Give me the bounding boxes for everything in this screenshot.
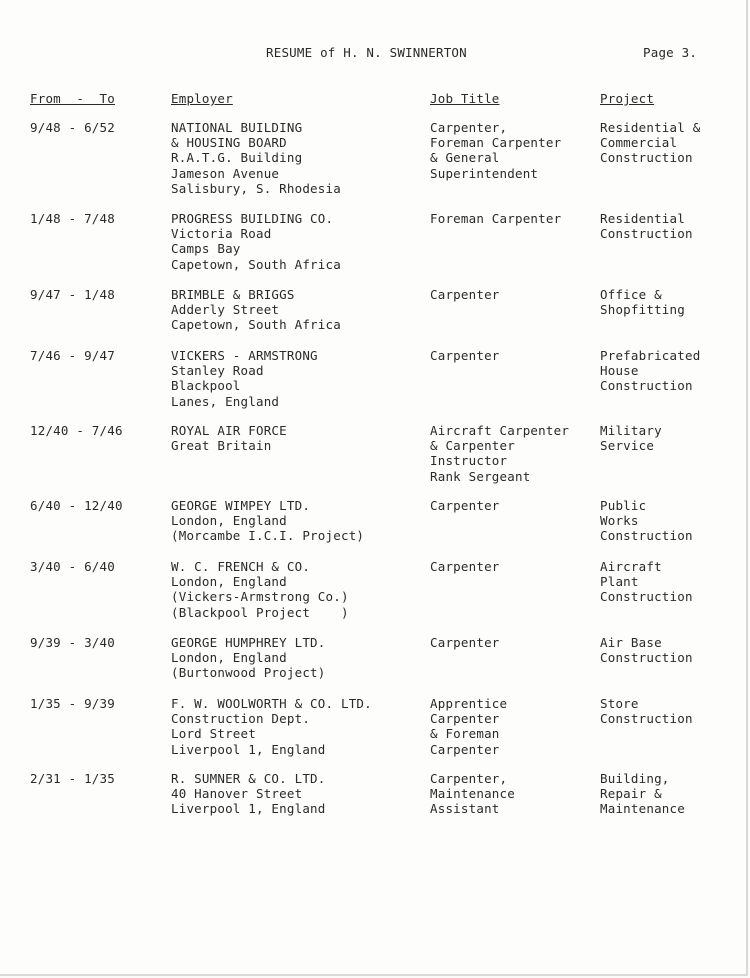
project-line: Repair & [600,786,662,802]
employer-line: NATIONAL BUILDING [171,120,303,135]
job-line: Carpenter, [430,771,508,786]
project-line: Residential [600,211,685,226]
job-line: Carpenter [430,498,500,513]
project-line: Store [600,696,639,711]
employer-line: Lanes, England [171,393,280,409]
employer-line: Blackpool [171,378,241,394]
employer-line: Lord Street [171,726,256,742]
job-line: Instructor [430,453,508,469]
project-cell [600,211,693,241]
project-line: House [600,363,639,379]
page-number: Page 3. [643,45,698,60]
dates-cell: 7/46 - 9/47 [30,348,115,363]
project-line: Construction [600,150,693,166]
employer-line: R. SUMNER & CO. LTD. [171,771,326,786]
employer-cell [171,498,364,544]
job-line: Rank Sergeant [430,468,531,484]
employer-line: Capetown, South Africa [171,256,341,272]
job-line: Apprentice [430,696,508,711]
employer-line: (Morcambe I.C.I. Project) [171,528,365,544]
job-line: Carpenter [430,741,500,757]
project-line: Construction [600,589,693,605]
employer-line: PROGRESS BUILDING CO. [171,211,334,226]
project-line: Maintenance [600,801,685,817]
job-line: Carpenter [430,635,500,650]
project-line: Construction [600,650,693,666]
job-title-cell [430,211,561,226]
employer-cell [171,635,326,681]
project-line: Plant [600,574,639,590]
employer-line: Camps Bay [171,241,241,257]
dates-cell: 9/39 - 3/40 [30,635,115,650]
employer-line: GEORGE WIMPEY LTD. [171,498,311,513]
project-line: Prefabricated [600,348,701,363]
job-line: Aircraft Carpenter [430,423,570,438]
employer-line: (Blackpool Project ) [171,604,349,620]
column-header-project: Project [600,91,655,106]
column-header-job-title: Job Title [430,91,500,106]
job-title-cell [430,635,500,650]
project-line: Building, [600,771,670,786]
job-line: Maintenance [430,786,515,802]
project-cell [600,771,685,817]
job-line: Carpenter [430,559,500,574]
employer-cell [171,696,372,757]
employer-line: ROYAL AIR FORCE [171,423,287,438]
project-line: Construction [600,226,693,242]
job-line: Carpenter, [430,120,508,135]
project-line: Construction [600,378,693,394]
job-line: Carpenter [430,348,500,363]
employer-cell [171,287,341,333]
project-cell [600,635,693,665]
employer-line: 40 Hanover Street [171,786,303,802]
project-line: Air Base [600,635,662,650]
employer-line: Liverpool 1, England [171,801,326,817]
dates-cell: 1/48 - 7/48 [30,211,115,226]
project-cell [600,423,662,453]
employer-line: Great Britain [171,438,272,454]
job-title-cell [430,423,569,484]
employer-line: & HOUSING BOARD [171,135,287,151]
job-title-cell [430,498,500,513]
job-line: Superintendent [430,165,539,181]
job-line: & Carpenter [430,438,515,454]
project-line: Residential & [600,120,701,135]
employer-line: London, England [171,574,287,590]
job-line: & Foreman [430,726,500,742]
project-line: Public [600,498,647,513]
employer-line: Construction Dept. [171,711,311,727]
dates-cell: 1/35 - 9/39 [30,696,115,711]
employer-line: VICKERS - ARMSTRONG [171,348,318,363]
employer-cell [171,771,326,817]
dates-cell: 2/31 - 1/35 [30,771,115,786]
project-line: Commercial [600,135,678,151]
employer-line: Capetown, South Africa [171,317,341,333]
column-header-from-to: From - To [30,91,115,106]
employer-line: London, England [171,650,287,666]
job-line: Carpenter [430,711,500,727]
job-title-cell [430,696,507,757]
employer-line: London, England [171,513,287,529]
employer-line: Jameson Avenue [171,165,280,181]
employer-cell [171,423,287,453]
employer-line: Victoria Road [171,226,272,242]
employer-cell [171,559,349,620]
job-title-cell [430,348,500,363]
employer-line: Adderly Street [171,302,280,318]
employer-cell [171,348,318,409]
dates-cell: 3/40 - 6/40 [30,559,115,574]
project-line: Service [600,438,655,454]
project-line: Shopfitting [600,302,685,318]
employer-cell [171,211,341,272]
project-line: Works [600,513,639,529]
project-line: Construction [600,528,693,544]
project-cell [600,348,700,394]
project-line: Aircraft [600,559,662,574]
job-line: & General [430,150,500,166]
employer-line: R.A.T.G. Building [171,150,303,166]
employer-line: W. C. FRENCH & CO. [171,559,311,574]
employer-cell [171,120,341,196]
employer-line: (Vickers-Armstrong Co.) [171,589,349,605]
job-title-cell [430,771,515,817]
page-title: RESUME of H. N. SWINNERTON [266,45,467,60]
job-line: Carpenter [430,287,500,302]
dates-cell: 9/48 - 6/52 [30,120,115,135]
project-cell [600,696,693,726]
project-cell [600,120,700,166]
job-title-cell [430,559,500,574]
employer-line: GEORGE HUMPHREY LTD. [171,635,326,650]
project-line: Military [600,423,662,438]
job-line: Foreman Carpenter [430,211,562,226]
job-title-cell [430,120,561,181]
employer-line: F. W. WOOLWORTH & CO. LTD. [171,696,372,711]
project-line: Construction [600,711,693,727]
dates-cell: 9/47 - 1/48 [30,287,115,302]
job-line: Assistant [430,801,500,817]
employer-line: Liverpool 1, England [171,741,326,757]
project-line: Office & [600,287,662,302]
employer-line: Salisbury, S. Rhodesia [171,180,341,196]
employer-line: Stanley Road [171,363,264,379]
job-title-cell [430,287,500,302]
project-cell [600,498,693,544]
project-cell [600,559,693,605]
dates-cell: 12/40 - 7/46 [30,423,123,438]
employer-line: BRIMBLE & BRIGGS [171,287,295,302]
dates-cell: 6/40 - 12/40 [30,498,123,513]
job-line: Foreman Carpenter [430,135,562,151]
employer-line: (Burtonwood Project) [171,665,326,681]
project-cell [600,287,685,317]
column-header-employer: Employer [171,91,233,106]
